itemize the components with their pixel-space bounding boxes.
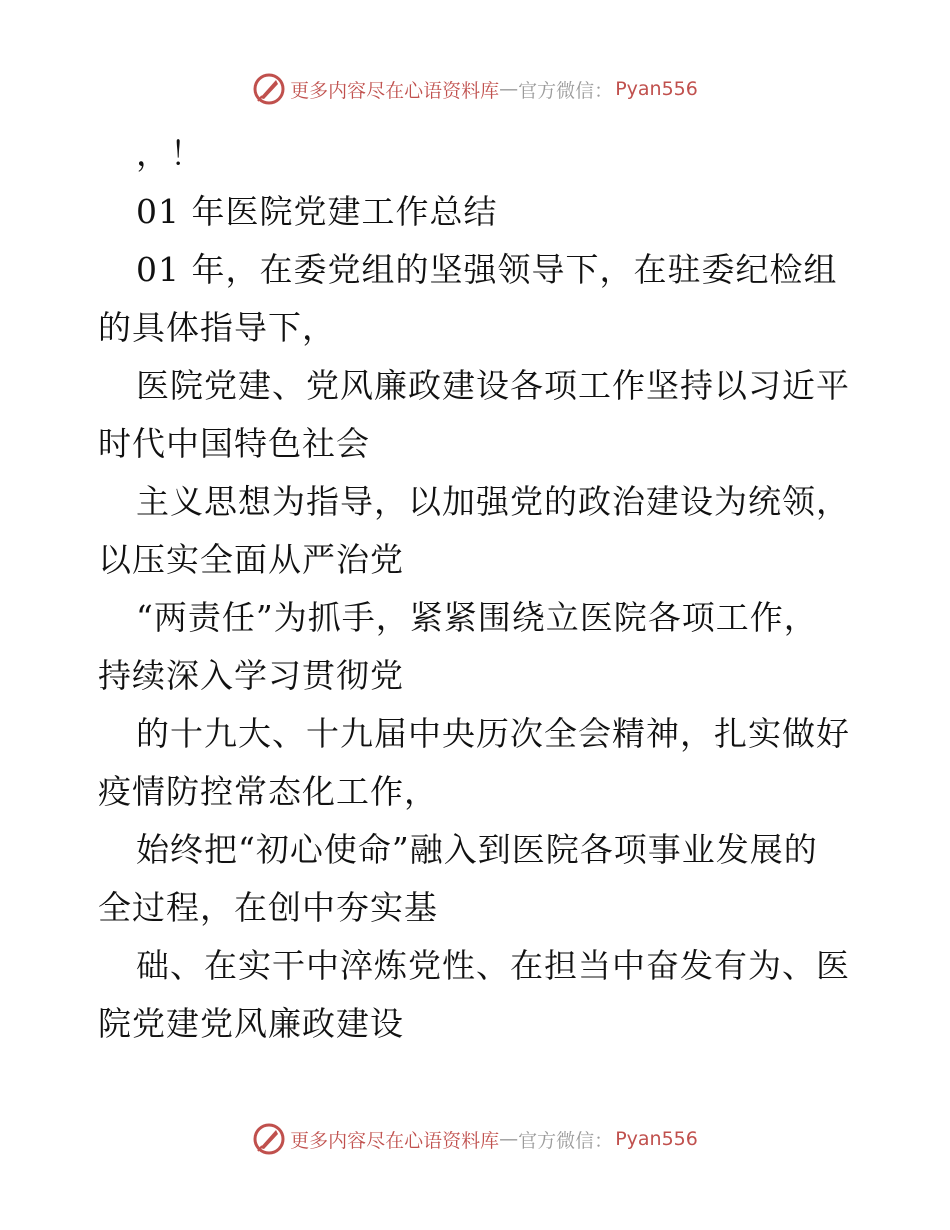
- text-line: ，！: [136, 134, 204, 173]
- footer-wechat-id: Pyan556: [615, 1128, 698, 1150]
- text-line: 以压实全面从严治党: [98, 540, 404, 579]
- header-wechat-label: 官方微信：: [518, 79, 614, 102]
- feather-pen-logo-icon: [252, 72, 286, 106]
- text-line: 时代中国特色社会: [98, 424, 370, 463]
- text-line: 医院党建、党风廉政建设各项工作坚持以习近平: [136, 366, 850, 405]
- text-line: 的十九大、十九届中央历次全会精神，扎实做好: [136, 714, 850, 753]
- text-line: 疫情防控常态化工作，: [98, 772, 438, 811]
- text-line: 全过程，在创中夯实基: [98, 888, 438, 927]
- text-line: 始终把“初心使命”融入到医院各项事业发展的: [136, 830, 818, 869]
- header-wechat-id: Pyan556: [615, 78, 698, 100]
- footer-banner: [0, 1122, 950, 1156]
- header-separator: —: [499, 78, 519, 100]
- text-line: 础、在实干中淬炼党性、在担当中奋发有为、医: [136, 946, 850, 985]
- text-line: 的具体指导下，: [98, 308, 336, 347]
- text-line: 院党建党风廉政建设: [98, 1004, 404, 1043]
- text-line: 持续深入学习贯彻党: [98, 656, 404, 695]
- footer-wechat-label: 官方微信：: [518, 1129, 614, 1152]
- header-brand-text: 更多内容尽在心语资料库: [290, 79, 500, 102]
- feather-pen-logo-icon: [252, 1122, 286, 1156]
- document-title: 01 年医院党建工作总结: [136, 192, 498, 231]
- header-banner: [0, 72, 950, 106]
- footer-brand-text: 更多内容尽在心语资料库: [290, 1129, 500, 1152]
- text-line: 01 年，在委党组的坚强领导下，在驻委纪检组: [136, 250, 838, 289]
- footer-separator: —: [499, 1128, 519, 1150]
- text-line: “两责任”为抓手，紧紧围绕立医院各项工作，: [136, 598, 818, 637]
- text-line: 主义思想为指导，以加强党的政治建设为统领，: [136, 482, 850, 521]
- document-body: [98, 125, 858, 1053]
